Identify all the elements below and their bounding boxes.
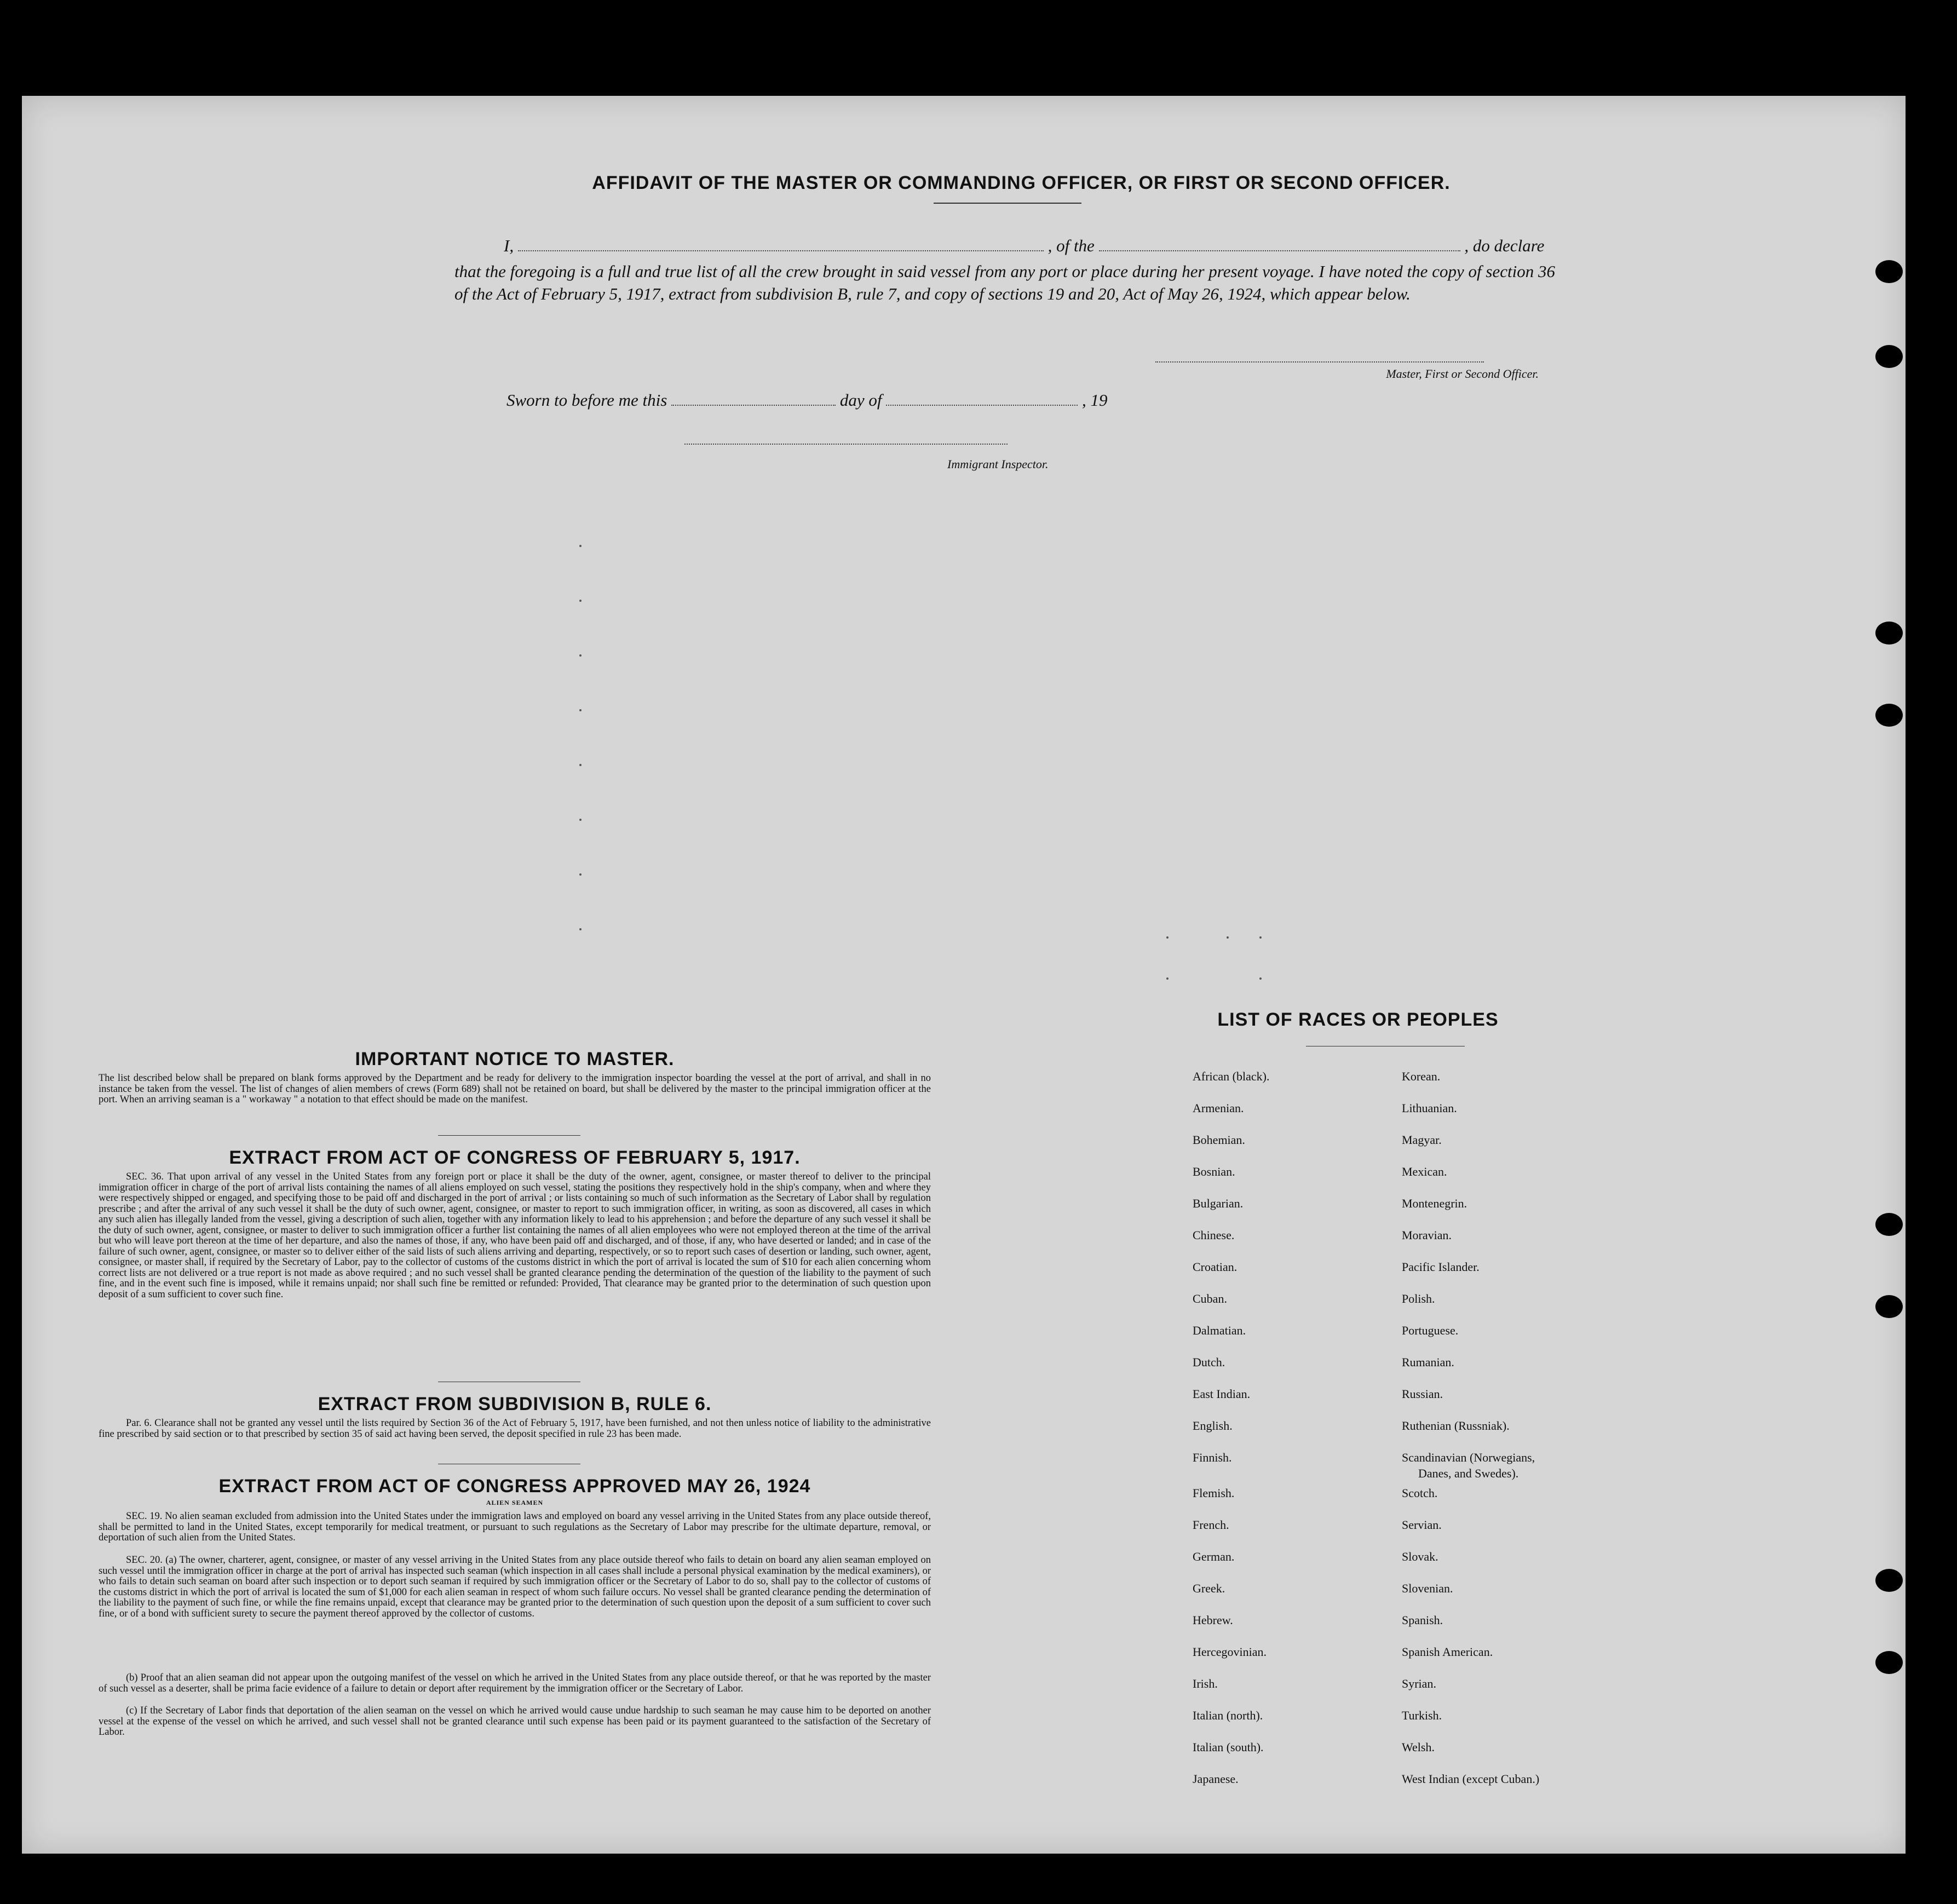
- declaration-line: [504, 234, 1555, 257]
- speck: [579, 873, 582, 876]
- race-item: Slovenian.: [1402, 1581, 1453, 1595]
- race-item: Turkish.: [1402, 1709, 1442, 1722]
- race-item: Pacific Islander.: [1402, 1260, 1480, 1274]
- race-item: Moravian.: [1402, 1228, 1452, 1242]
- race-item: Korean.: [1402, 1069, 1441, 1083]
- race-item: Montenegrin.: [1402, 1197, 1467, 1210]
- race-item: Italian (south).: [1193, 1740, 1264, 1754]
- race-item: Russian.: [1402, 1387, 1443, 1401]
- race-item: Scandinavian (Norwegians,: [1402, 1451, 1535, 1464]
- binder-hole: [1875, 1651, 1903, 1674]
- speck: [579, 709, 582, 711]
- race-item: Danes, and Swedes).: [1418, 1466, 1519, 1480]
- sworn-line: [506, 389, 1218, 411]
- binder-hole: [1875, 345, 1903, 368]
- race-item: Polish.: [1402, 1292, 1435, 1305]
- speck: [1166, 936, 1169, 939]
- vessel-blank[interactable]: [1099, 250, 1460, 251]
- extract-1924-sec19: SEC. 19. No alien seaman excluded from admission into the United States under the immigration laws and employed on board any vessel arriving in the United States from any place outside thereof, shall be permitted to land in the United States, except temporarily for medical treatment, or pursuant to such regulations as the Secretary of Labor may prescribe for the ultimate departure, removal, or deportation of such alien from the United States.: [99, 1511, 931, 1543]
- declaration-i: I,: [504, 236, 514, 255]
- races-title: LIST OF RACES OR PEOPLES: [1217, 1009, 1499, 1030]
- section-divider: [438, 1135, 580, 1136]
- extract-rule6-title: EXTRACT FROM SUBDIVISION B, RULE 6.: [318, 1394, 712, 1414]
- race-item: Armenian.: [1193, 1101, 1244, 1115]
- speck: [579, 764, 582, 766]
- extract-rule6-text: Par. 6. Clearance shall not be granted any vessel until the lists required by Section 36 of the Act of February 5, 1917, have been furnished, and not then unless notice of liability to the administrative fine prescribed by said section or to that prescribed by section 35 of said act having been served, the deposit specified in rule 23 has been made.: [99, 1418, 931, 1440]
- race-item: Magyar.: [1402, 1133, 1442, 1147]
- race-item: Welsh.: [1402, 1740, 1435, 1754]
- binder-hole: [1875, 260, 1903, 283]
- binder-hole: [1875, 1213, 1903, 1236]
- race-item: African (black).: [1193, 1069, 1270, 1083]
- inspector-label: Immigrant Inspector.: [947, 457, 1049, 471]
- speck: [579, 654, 582, 657]
- race-item: Scotch.: [1402, 1486, 1438, 1500]
- race-item: Chinese.: [1193, 1228, 1235, 1242]
- extract-1924-subtitle: ALIEN SEAMEN: [486, 1499, 544, 1506]
- binder-hole: [1875, 1295, 1903, 1318]
- declaration-declare: , do declare: [1464, 236, 1545, 255]
- race-item: Italian (north).: [1193, 1709, 1263, 1722]
- race-item: West Indian (except Cuban.): [1402, 1772, 1540, 1786]
- affidavit-title: AFFIDAVIT OF THE MASTER OR COMMANDING OFFICER, OR FIRST OR SECOND OFFICER.: [592, 172, 1451, 193]
- declaration-of-the: , of the: [1047, 236, 1095, 255]
- speck: [579, 545, 582, 547]
- sworn-day-blank[interactable]: [671, 404, 836, 406]
- race-item: Lithuanian.: [1402, 1101, 1457, 1115]
- race-item: Bohemian.: [1193, 1133, 1245, 1147]
- extract-1917-text: SEC. 36. That upon arrival of any vessel in the United States from any foreign port or place it shall be the duty of the owner, agent, consignee, or master thereof to deliver to the principal immigration officer in charge of the port of arrival lists containing the names of all aliens employed on such vessel, stating the positions they respectively hold in the ship's company, when and where they were respectively shipped or engaged, and specifying those to be paid off and discharged in the port of arrival ; or lists containing so much of such information as the Secretary of Labor shall by regulation prescribe ; and after the arrival of any such vessel it shall be the duty of such owner, agent, consignee, or master to report to such immigration officer, in writing, as soon as discovered, all cases in which any such alien has illegally landed from the vessel, giving a description of such alien, together with any information likely to lead to his apprehension ; and before the departure of any such vessel it shall be the duty of such owner, agent, consignee, or master to deliver to such immigration officer a further list containing the names of all alien employees who were not employed thereon at the time of the arrival but who will leave port thereon at the time of her departure, and also the names of those, if any, who have been paid off and discharged, and of those, if any, who have deserted or landed; and in case of the failure of such owner, agent, consignee, or master so to deliver either of the said lists of such aliens arriving and departing, respectively, or so to report such cases of desertion or landing, such owner, agent, consignee, or master shall, if required by the Secretary of Labor, pay to the collector of customs of the customs district in which the port of arrival is located the sum of $10 for each alien concerning whom correct lists are not delivered or a true report is not made as above required ; and no such vessel shall be granted clearance pending the determination of the question of the liability to the payment of such fine, and in the event such fine is imposed, while it remains unpaid; nor shall such fine be remitted or refunded: Provided, That clearance may be granted prior to the determination of such question upon deposit of a sum sufficient to cover such fine.: [99, 1171, 931, 1300]
- race-item: Bosnian.: [1193, 1165, 1235, 1178]
- race-item: Bulgarian.: [1193, 1197, 1244, 1210]
- races-column-1: [1193, 1071, 1412, 1805]
- master-label: Master, First or Second Officer.: [1386, 367, 1539, 381]
- declaration-paragraph: that the foregoing is a full and true list of all the crew brought in said vessel from any port or place during her present voyage. I have noted the copy of section 36 of the Act of February 5, 1917, extract from subdivision B, rule 7, and copy of sections 19 and 20, Act of May 26, 1924, which appear below.: [454, 262, 1555, 303]
- race-item: Servian.: [1402, 1518, 1442, 1532]
- extract-1924-sec20a: SEC. 20. (a) The owner, charterer, agent, consignee, or master of any vessel arriving in the United States from any place outside thereof who fails to detain on board any alien seaman employed on such vessel until the immigration officer in charge at the port of arrival has inspected such seaman (which inspection in all cases shall include a personal physical examination by the medical examiners), or who fails to detain such seaman on board after such inspection or to deport such seaman if required by such immigration officer or the Secretary of Labor to do so, shall pay to the collector of customs of the customs district in which the port of arrival is located the sum of $1,000 for each alien seaman in respect of whom such failure occurs. No vessel shall be granted clearance pending the determination of the liability to the payment of such fine, or while the fine remains unpaid, except that clearance may be granted prior to the determination of such question upon the deposit of a sum sufficient to cover such fine, or of a bond with sufficient surety to secure the payment thereof approved by the collector of customs.: [99, 1555, 931, 1619]
- race-item: Spanish.: [1402, 1613, 1443, 1627]
- binder-hole: [1875, 622, 1903, 645]
- extract-1924-sec20b: (b) Proof that an alien seaman did not appear upon the outgoing manifest of the vessel on which he arrived in the United States from any place outside thereof, or that he was reported by the master of such vessel as a deserter, shall be prima facie evidence of a failure to detain or deport after requirement by the immigration officer or the Secretary of Labor.: [99, 1672, 931, 1694]
- race-item: Greek.: [1193, 1581, 1225, 1595]
- extract-1924-title: EXTRACT FROM ACT OF CONGRESS APPROVED MAY 26, 1924: [218, 1476, 811, 1497]
- extract-1924-sec20c: (c) If the Secretary of Labor finds that deportation of the alien seaman on the vessel on which he arrived would cause undue hardship to such seaman he may cause him to be deported on another vessel at the expense of the vessel on which he arrived, and such vessel shall not be granted clearance until such expense has been paid or its payment guaranteed to the satisfaction of the Secretary of Labor.: [99, 1705, 931, 1738]
- extract-1917-title: EXTRACT FROM ACT OF CONGRESS OF FEBRUARY 5, 1917.: [229, 1147, 801, 1168]
- notice-title: IMPORTANT NOTICE TO MASTER.: [355, 1049, 675, 1069]
- speck: [1227, 936, 1229, 939]
- title-underline: [934, 203, 1081, 204]
- binder-hole: [1875, 704, 1903, 727]
- race-item: Syrian.: [1402, 1677, 1436, 1690]
- speck: [1259, 936, 1262, 939]
- race-item: French.: [1193, 1518, 1229, 1532]
- sworn-day-of: day of: [839, 390, 882, 410]
- name-blank[interactable]: [518, 250, 1044, 251]
- speck: [579, 600, 582, 602]
- race-item: Cuban.: [1193, 1292, 1227, 1305]
- race-item: German.: [1193, 1550, 1235, 1563]
- race-item: Ruthenian (Russniak).: [1402, 1419, 1510, 1433]
- race-item: Irish.: [1193, 1677, 1218, 1690]
- sworn-month-blank[interactable]: [886, 404, 1078, 406]
- race-item: Hebrew.: [1193, 1613, 1233, 1627]
- document-page: [22, 96, 1906, 1854]
- race-item: Dutch.: [1193, 1355, 1225, 1369]
- race-item: Spanish American.: [1402, 1645, 1493, 1659]
- speck: [579, 928, 582, 930]
- inspector-signature-line[interactable]: [684, 444, 1008, 445]
- race-item: Dalmatian.: [1193, 1324, 1246, 1337]
- race-item: English.: [1193, 1419, 1233, 1433]
- races-column-2: [1402, 1071, 1654, 1805]
- race-item: Mexican.: [1402, 1165, 1447, 1178]
- race-item: Portuguese.: [1402, 1324, 1459, 1337]
- race-item: Finnish.: [1193, 1451, 1232, 1464]
- race-item: Hercegovinian.: [1193, 1645, 1267, 1659]
- speck: [1259, 977, 1262, 980]
- race-item: Flemish.: [1193, 1486, 1235, 1500]
- speck: [1166, 977, 1169, 980]
- race-item: Rumanian.: [1402, 1355, 1454, 1369]
- race-item: East Indian.: [1193, 1387, 1251, 1401]
- notice-text: The list described below shall be prepared on blank forms approved by the Department and be ready for delivery to the immigration inspector boarding the vessel at the port of arrival, and shall in no instance be taken from the vessel. The list of changes of alien members of crews (Form 689) shall not be retained on board, but shall be delivered by the master to the principal immigration officer at the port. When an arriving seaman is a " workaway " a notation to that effect should be made on the manifest.: [99, 1073, 931, 1105]
- speck: [579, 819, 582, 821]
- race-item: Japanese.: [1193, 1772, 1239, 1786]
- race-item: Slovak.: [1402, 1550, 1438, 1563]
- race-item: Croatian.: [1193, 1260, 1237, 1274]
- sworn-year: , 19: [1081, 390, 1108, 410]
- binder-hole: [1875, 1569, 1903, 1592]
- sworn-prefix: Sworn to before me this: [506, 390, 667, 410]
- master-signature-line[interactable]: [1155, 361, 1484, 363]
